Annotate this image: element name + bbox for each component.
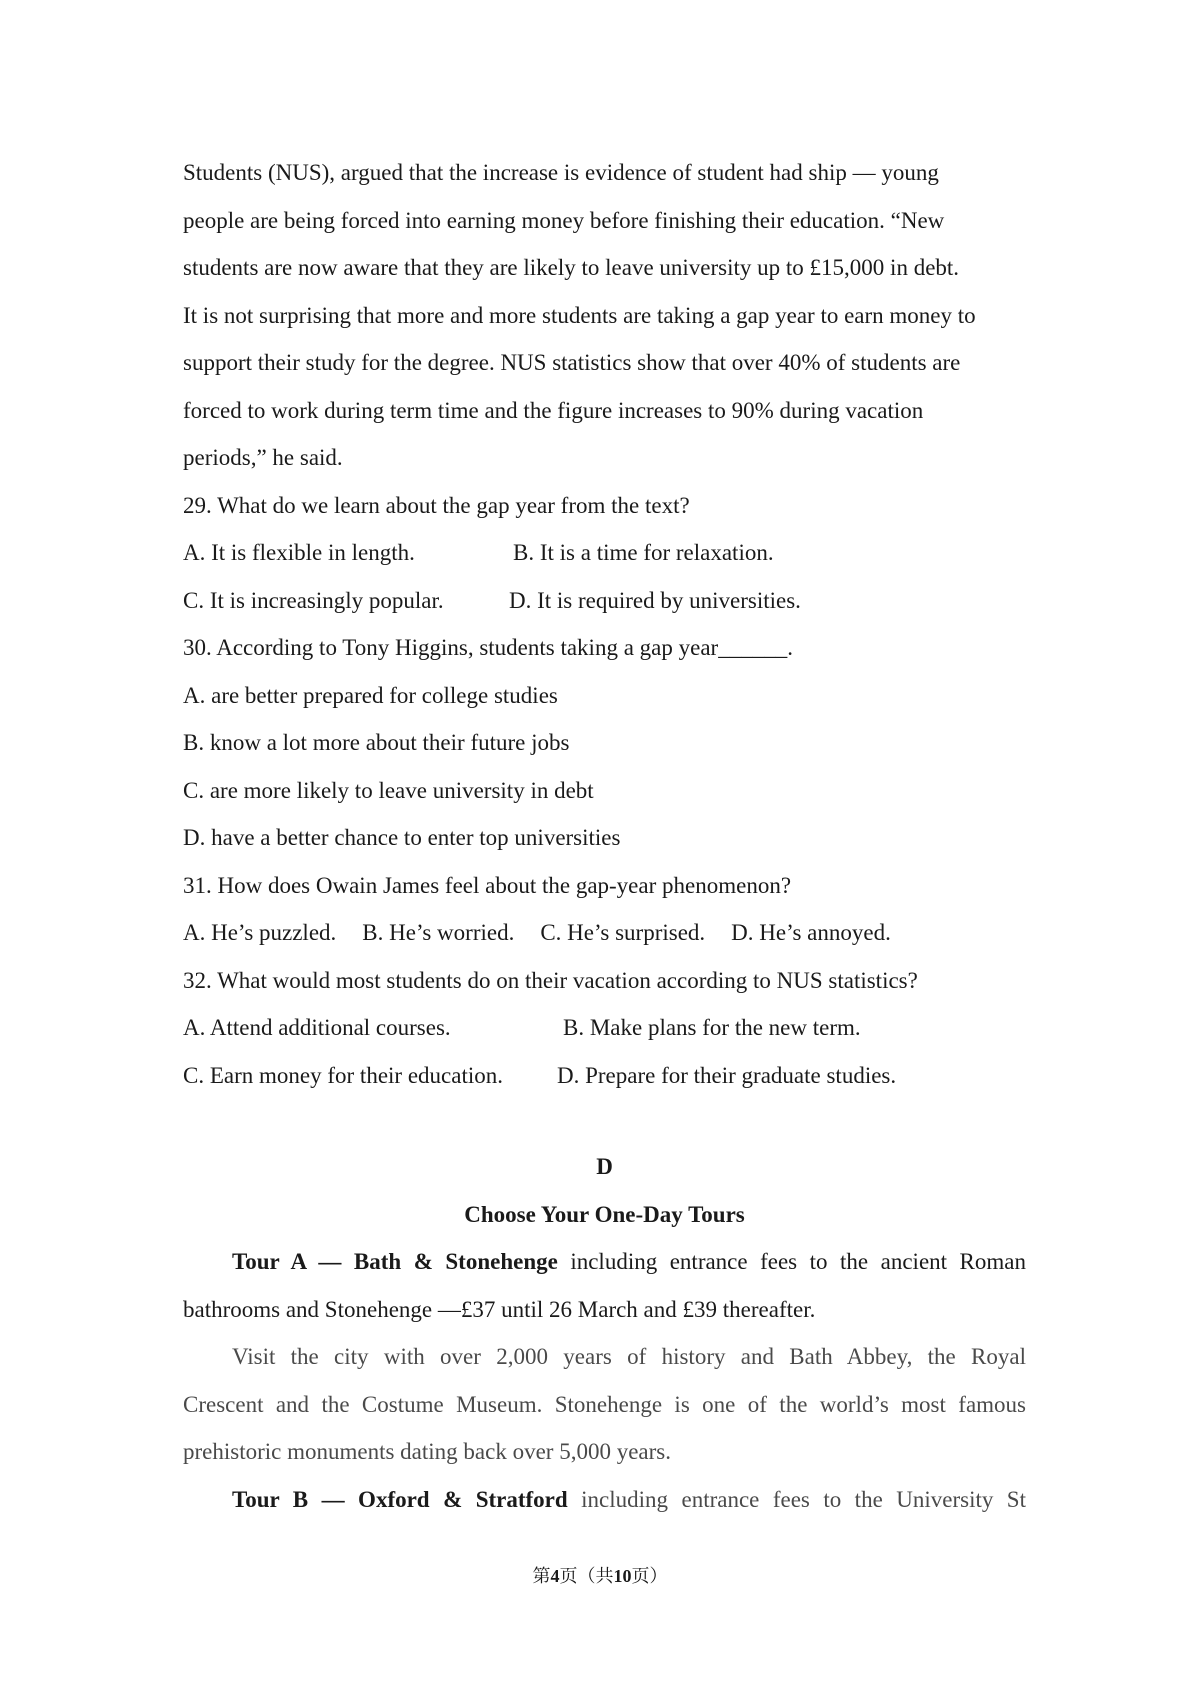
option-b: B. It is a time for relaxation. <box>513 540 774 565</box>
passage-line: support their study for the degree. NUS statistics show that over 40% of students are <box>183 350 961 375</box>
footer-prefix: 第 <box>532 1566 551 1587</box>
tour-a-intro: including entrance fees to the ancient Roman <box>557 1249 1026 1274</box>
option-c: C. Earn money for their education. <box>183 1062 503 1088</box>
tour-a-price: bathrooms and Stonehenge —£37 until 26 March and £39 thereafter. <box>183 1296 816 1322</box>
option-d: D. Prepare for their graduate studies. <box>557 1062 897 1088</box>
option-d: D. He’s annoyed. <box>731 920 891 945</box>
section-spacer <box>183 1099 1026 1143</box>
footer-total-pages: 10 <box>613 1566 632 1586</box>
option-b: B. He’s worried. <box>362 920 515 945</box>
question-32-options-row-1 <box>183 1004 1026 1052</box>
passage-line: people are being forced into earning money before finishing their education. “New <box>183 207 945 233</box>
option-c: C. He’s surprised. <box>540 920 706 945</box>
tour-b-intro: including entrance fees to the University St <box>567 1486 1026 1512</box>
tour-b-name: Tour B — Oxford & Stratford <box>232 1486 568 1512</box>
option-a: A. It is flexible in length. <box>183 540 415 565</box>
tour-a-description: prehistoric monuments dating back over 5,000 years. <box>183 1439 671 1464</box>
question-29-stem: 29. What do we learn about the gap year from the text? <box>183 492 690 518</box>
option-c: C. are more likely to leave university in debt <box>183 777 594 803</box>
section-letter: D <box>596 1154 613 1179</box>
question-29-options-row-2 <box>183 577 1026 625</box>
passage-line: It is not surprising that more and more students are taking a gap year to earn money to <box>183 302 976 328</box>
question-32-options-row-2 <box>183 1052 1026 1100</box>
option-a: A. Attend additional courses. <box>183 1015 451 1040</box>
option-a: A. He’s puzzled. <box>183 920 337 945</box>
tour-a-description: Visit the city with over 2,000 years of history and Bath Abbey, the Royal <box>232 1344 1026 1369</box>
page-content <box>183 149 1026 1523</box>
passage-line: periods,” he said. <box>183 445 343 470</box>
page-footer <box>0 1562 1200 1588</box>
option-b: B. Make plans for the new term. <box>563 1015 861 1040</box>
question-30-stem: 30. According to Tony Higgins, students taking a gap year______. <box>183 635 793 660</box>
tour-b-heading <box>183 1476 1026 1524</box>
tour-a-heading <box>183 1238 1026 1286</box>
question-29-options-row-1 <box>183 529 1026 577</box>
question-31-stem: 31. How does Owain James feel about the gap-year phenomenon? <box>183 872 792 898</box>
tour-a-description: Crescent and the Costume Museum. Stonehenge is one of the world’s most famous <box>183 1391 1026 1417</box>
question-31-options <box>183 909 1026 957</box>
question-32-stem: 32. What would most students do on their vacation according to NUS statistics? <box>183 967 918 993</box>
passage-line: Students (NUS), argued that the increase is evidence of student had ship — young <box>183 160 939 185</box>
footer-middle: 页（共 <box>559 1566 614 1587</box>
section-title: Choose Your One-Day Tours <box>464 1201 745 1227</box>
passage-line: forced to work during term time and the figure increases to 90% during vacation <box>183 397 924 423</box>
option-d: D. It is required by universities. <box>509 587 801 613</box>
option-a: A. are better prepared for college studies <box>183 682 558 708</box>
option-c: C. It is increasingly popular. <box>183 587 444 613</box>
footer-page-number: 4 <box>550 1566 560 1586</box>
option-d: D. have a better chance to enter top universities <box>183 825 621 850</box>
option-b: B. know a lot more about their future jobs <box>183 730 570 755</box>
tour-a-name: Tour A — Bath & Stonehenge <box>232 1249 558 1274</box>
passage-line: students are now aware that they are likely to leave university up to £15,000 in debt. <box>183 255 960 280</box>
footer-suffix: 页） <box>631 1566 668 1587</box>
